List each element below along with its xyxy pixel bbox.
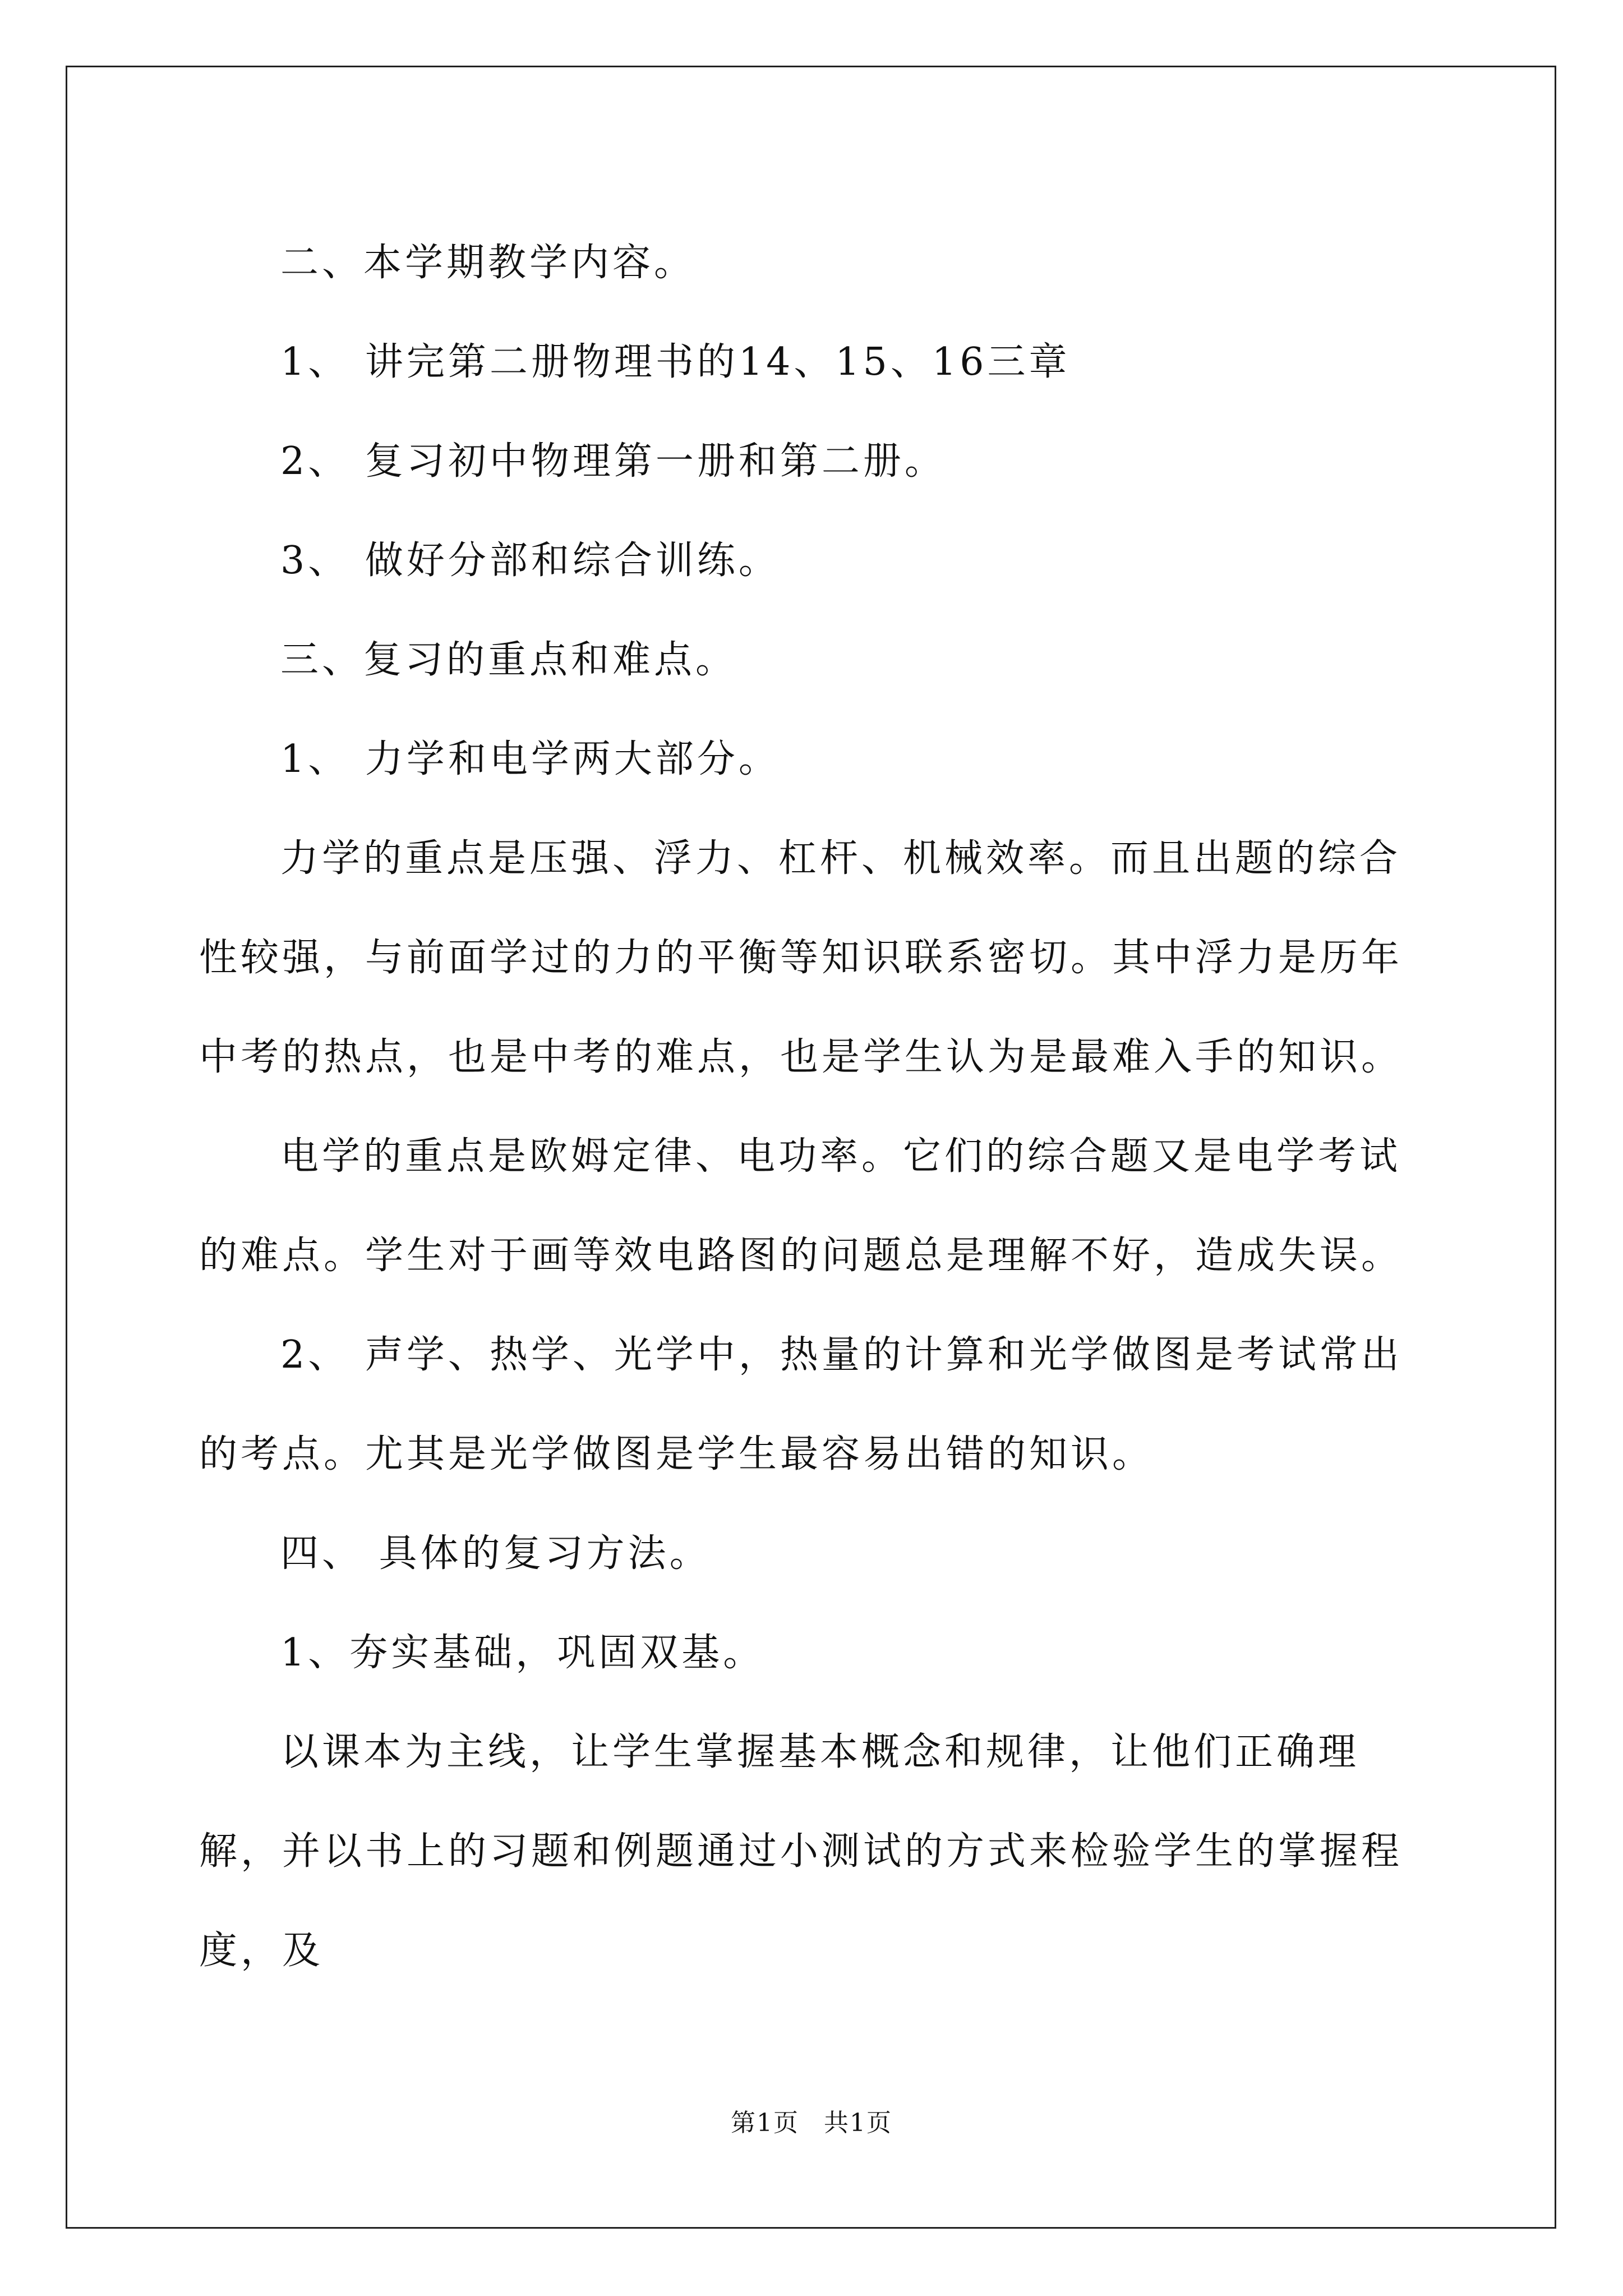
list-item: 3、 做好分部和综合训练。 [280,539,780,583]
list-item: 1、 力学和电学两大部分。 [280,737,780,781]
body-paragraph: 力学的重点是压强、浮力、杠杆、机械效率。而且出题的综合性较强，与前面学过的力的平衡等知识联系密切。其中浮力是历年中考的热点，也是中考的难点，也是学生认为是最难入手的知识。 [199,836,1403,1079]
section-heading: 三、复习的重点和难点。 [280,638,737,682]
section-heading: 四、 具体的复习方法。 [280,1531,711,1576]
list-item: 1、 讲完第二册物理书的14、15、16三章 [280,340,1071,384]
list-item: 1、夯实基础，巩固双基。 [280,1631,765,1675]
page-footer [0,2102,1623,2138]
document-body [199,213,1433,2000]
page-total: 共1页 [824,2109,892,2137]
list-item: 2、 复习初中物理第一册和第二册。 [280,439,946,484]
body-paragraph: 电学的重点是欧姆定律、电功率。它们的综合题又是电学考试的难点。学生对于画等效电路图的问题总是理解不好，造成失误。 [199,1134,1403,1278]
page-number: 第1页 [731,2109,799,2137]
body-paragraph: 以课本为主线，让学生掌握基本概念和规律，让他们正确理解，并以书上的习题和例题通过小测试的方式来检验学生的掌握程度，及 [199,1730,1403,1973]
list-item: 2、 声学、热学、光学中，热量的计算和光学做图是考试常出的考点。尤其是光学做图是学生最容易出错的知识。 [199,1333,1403,1476]
section-heading: 二、本学期教学内容。 [280,241,696,285]
